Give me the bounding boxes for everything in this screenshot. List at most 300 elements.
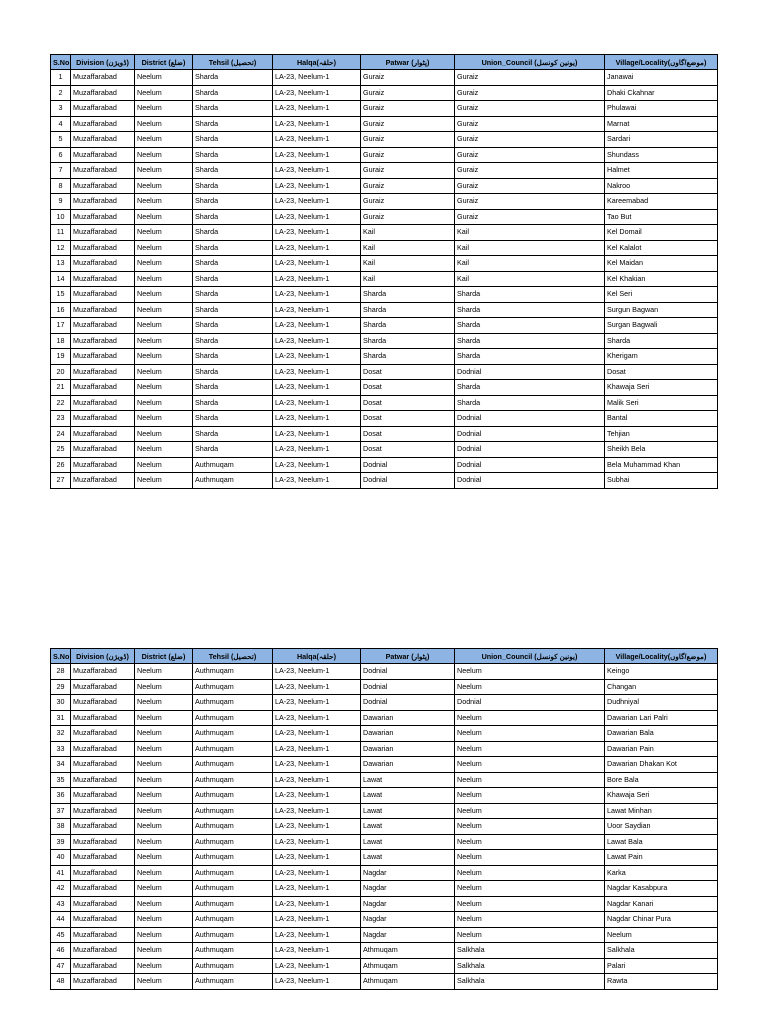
division-cell: Muzaffarabad	[71, 395, 135, 411]
village-cell: Lawat Pain	[605, 850, 718, 866]
sno-cell: 11	[51, 225, 71, 241]
column-header: Tehsil (تحصیل)	[193, 649, 273, 664]
patwar-cell: Nagdar	[361, 865, 455, 881]
division-cell: Muzaffarabad	[71, 958, 135, 974]
union-council-cell: Sharda	[455, 395, 605, 411]
halqa-cell: LA-23, Neelum-1	[273, 664, 361, 680]
halqa-cell: LA-23, Neelum-1	[273, 333, 361, 349]
division-cell: Muzaffarabad	[71, 664, 135, 680]
village-cell: Palari	[605, 958, 718, 974]
district-cell: Neelum	[135, 395, 193, 411]
table-row	[51, 411, 718, 427]
column-header: Halqa(حلقہ)	[273, 649, 361, 664]
sno-cell: 43	[51, 896, 71, 912]
table-row	[51, 927, 718, 943]
district-cell: Neelum	[135, 302, 193, 318]
village-cell: Surgan Bagwali	[605, 318, 718, 334]
sno-cell: 37	[51, 803, 71, 819]
tehsil-cell: Authmuqam	[193, 850, 273, 866]
district-cell: Neelum	[135, 364, 193, 380]
district-cell: Neelum	[135, 803, 193, 819]
division-cell: Muzaffarabad	[71, 70, 135, 86]
column-header: District (ضلع)	[135, 55, 193, 70]
table-row	[51, 132, 718, 148]
patwar-cell: Lawat	[361, 772, 455, 788]
table-header-row	[51, 55, 718, 70]
village-cell: Khawaja Seri	[605, 788, 718, 804]
patwar-cell: Dosat	[361, 380, 455, 396]
sno-cell: 20	[51, 364, 71, 380]
patwar-cell: Guraiz	[361, 163, 455, 179]
patwar-cell: Guraiz	[361, 85, 455, 101]
halqa-cell: LA-23, Neelum-1	[273, 349, 361, 365]
table-row	[51, 865, 718, 881]
division-cell: Muzaffarabad	[71, 695, 135, 711]
division-cell: Muzaffarabad	[71, 116, 135, 132]
village-cell: Dosat	[605, 364, 718, 380]
halqa-cell: LA-23, Neelum-1	[273, 473, 361, 489]
district-cell: Neelum	[135, 132, 193, 148]
sno-cell: 19	[51, 349, 71, 365]
village-cell: Karka	[605, 865, 718, 881]
patwar-cell: Dawarian	[361, 726, 455, 742]
union-council-cell: Salkhala	[455, 974, 605, 990]
division-cell: Muzaffarabad	[71, 788, 135, 804]
union-council-cell: Sharda	[455, 333, 605, 349]
district-cell: Neelum	[135, 116, 193, 132]
halqa-cell: LA-23, Neelum-1	[273, 194, 361, 210]
division-cell: Muzaffarabad	[71, 865, 135, 881]
table-row	[51, 256, 718, 272]
patwar-cell: Lawat	[361, 834, 455, 850]
patwar-cell: Kail	[361, 271, 455, 287]
village-cell: Sardari	[605, 132, 718, 148]
halqa-cell: LA-23, Neelum-1	[273, 302, 361, 318]
sno-cell: 47	[51, 958, 71, 974]
patwar-cell: Dodnial	[361, 473, 455, 489]
district-cell: Neelum	[135, 865, 193, 881]
halqa-cell: LA-23, Neelum-1	[273, 271, 361, 287]
halqa-cell: LA-23, Neelum-1	[273, 772, 361, 788]
tehsil-cell: Sharda	[193, 364, 273, 380]
union-council-cell: Dodnial	[455, 442, 605, 458]
table-row	[51, 695, 718, 711]
district-cell: Neelum	[135, 850, 193, 866]
sno-cell: 7	[51, 163, 71, 179]
sno-cell: 40	[51, 850, 71, 866]
table-row	[51, 757, 718, 773]
patwar-cell: Nagdar	[361, 927, 455, 943]
union-council-cell: Neelum	[455, 726, 605, 742]
village-cell: Dawarian Bala	[605, 726, 718, 742]
halqa-cell: LA-23, Neelum-1	[273, 287, 361, 303]
district-cell: Neelum	[135, 819, 193, 835]
union-council-cell: Guraiz	[455, 101, 605, 117]
patwar-cell: Dosat	[361, 426, 455, 442]
division-cell: Muzaffarabad	[71, 850, 135, 866]
halqa-cell: LA-23, Neelum-1	[273, 788, 361, 804]
village-cell: Nagdar Kanari	[605, 896, 718, 912]
tehsil-cell: Sharda	[193, 163, 273, 179]
division-cell: Muzaffarabad	[71, 741, 135, 757]
patwar-cell: Dosat	[361, 442, 455, 458]
division-cell: Muzaffarabad	[71, 896, 135, 912]
sno-cell: 41	[51, 865, 71, 881]
union-council-cell: Neelum	[455, 757, 605, 773]
sno-cell: 35	[51, 772, 71, 788]
village-cell: Rawta	[605, 974, 718, 990]
village-cell: Kherigam	[605, 349, 718, 365]
patwar-cell: Dawarian	[361, 741, 455, 757]
tehsil-cell: Authmuqam	[193, 943, 273, 959]
division-cell: Muzaffarabad	[71, 364, 135, 380]
sno-cell: 32	[51, 726, 71, 742]
table-row	[51, 726, 718, 742]
district-cell: Neelum	[135, 380, 193, 396]
division-cell: Muzaffarabad	[71, 757, 135, 773]
patwar-cell: Athmuqam	[361, 958, 455, 974]
table-row	[51, 881, 718, 897]
patwar-cell: Guraiz	[361, 70, 455, 86]
patwar-cell: Dosat	[361, 364, 455, 380]
district-cell: Neelum	[135, 287, 193, 303]
division-cell: Muzaffarabad	[71, 457, 135, 473]
table-row	[51, 850, 718, 866]
halqa-cell: LA-23, Neelum-1	[273, 70, 361, 86]
village-cell: Kel Kalalot	[605, 240, 718, 256]
halqa-cell: LA-23, Neelum-1	[273, 163, 361, 179]
village-cell: Kel Maidan	[605, 256, 718, 272]
halqa-cell: LA-23, Neelum-1	[273, 457, 361, 473]
tehsil-cell: Authmuqam	[193, 679, 273, 695]
union-council-cell: Guraiz	[455, 116, 605, 132]
sno-cell: 6	[51, 147, 71, 163]
district-cell: Neelum	[135, 85, 193, 101]
halqa-cell: LA-23, Neelum-1	[273, 803, 361, 819]
union-council-cell: Sharda	[455, 380, 605, 396]
table-row	[51, 101, 718, 117]
village-cell: Dudhniyal	[605, 695, 718, 711]
district-cell: Neelum	[135, 194, 193, 210]
patwar-cell: Dodnial	[361, 457, 455, 473]
halqa-cell: LA-23, Neelum-1	[273, 85, 361, 101]
village-cell: Nagdar Kasabpura	[605, 881, 718, 897]
village-cell: Shundass	[605, 147, 718, 163]
union-council-cell: Guraiz	[455, 178, 605, 194]
halqa-cell: LA-23, Neelum-1	[273, 881, 361, 897]
table-row	[51, 349, 718, 365]
tehsil-cell: Sharda	[193, 411, 273, 427]
division-cell: Muzaffarabad	[71, 163, 135, 179]
district-cell: Neelum	[135, 333, 193, 349]
sno-cell: 16	[51, 302, 71, 318]
union-council-cell: Dodnial	[455, 364, 605, 380]
table-row	[51, 943, 718, 959]
patwar-cell: Dawarian	[361, 710, 455, 726]
table-row	[51, 318, 718, 334]
patwar-cell: Sharda	[361, 333, 455, 349]
district-cell: Neelum	[135, 726, 193, 742]
village-cell: Dhaki Ckahnar	[605, 85, 718, 101]
union-council-cell: Kail	[455, 256, 605, 272]
table-row	[51, 710, 718, 726]
tehsil-cell: Sharda	[193, 287, 273, 303]
tehsil-cell: Sharda	[193, 395, 273, 411]
table-row	[51, 178, 718, 194]
sno-cell: 5	[51, 132, 71, 148]
village-cell: Marnat	[605, 116, 718, 132]
column-header: S.No	[51, 649, 71, 664]
village-cell: Subhai	[605, 473, 718, 489]
district-cell: Neelum	[135, 70, 193, 86]
table-row	[51, 240, 718, 256]
union-council-cell: Neelum	[455, 819, 605, 835]
column-header: Village/Locality(موضع/گاوں)	[605, 55, 718, 70]
sno-cell: 25	[51, 442, 71, 458]
tehsil-cell: Authmuqam	[193, 772, 273, 788]
sno-cell: 14	[51, 271, 71, 287]
village-cell: Salkhala	[605, 943, 718, 959]
halqa-cell: LA-23, Neelum-1	[273, 912, 361, 928]
sno-cell: 13	[51, 256, 71, 272]
village-cell: Nagdar Chinar Pura	[605, 912, 718, 928]
district-cell: Neelum	[135, 225, 193, 241]
tehsil-cell: Authmuqam	[193, 896, 273, 912]
division-cell: Muzaffarabad	[71, 679, 135, 695]
division-cell: Muzaffarabad	[71, 178, 135, 194]
district-cell: Neelum	[135, 896, 193, 912]
village-cell: Halmet	[605, 163, 718, 179]
table-row	[51, 974, 718, 990]
tehsil-cell: Sharda	[193, 178, 273, 194]
division-cell: Muzaffarabad	[71, 881, 135, 897]
tehsil-cell: Authmuqam	[193, 457, 273, 473]
table-row	[51, 395, 718, 411]
halqa-cell: LA-23, Neelum-1	[273, 819, 361, 835]
sno-cell: 42	[51, 881, 71, 897]
column-header: Division (ڈویژن)	[71, 649, 135, 664]
table-row	[51, 271, 718, 287]
union-council-cell: Guraiz	[455, 209, 605, 225]
sno-cell: 39	[51, 834, 71, 850]
village-cell: Keingo	[605, 664, 718, 680]
halqa-cell: LA-23, Neelum-1	[273, 927, 361, 943]
village-cell: Nakroo	[605, 178, 718, 194]
division-cell: Muzaffarabad	[71, 256, 135, 272]
tehsil-cell: Authmuqam	[193, 695, 273, 711]
patwar-cell: Athmuqam	[361, 974, 455, 990]
union-council-cell: Sharda	[455, 318, 605, 334]
union-council-cell: Neelum	[455, 741, 605, 757]
division-cell: Muzaffarabad	[71, 271, 135, 287]
union-council-cell: Neelum	[455, 679, 605, 695]
sno-cell: 18	[51, 333, 71, 349]
table-header-row	[51, 649, 718, 664]
union-council-cell: Neelum	[455, 865, 605, 881]
village-cell: Malik Seri	[605, 395, 718, 411]
union-council-cell: Neelum	[455, 772, 605, 788]
tehsil-cell: Authmuqam	[193, 974, 273, 990]
union-council-cell: Sharda	[455, 302, 605, 318]
tehsil-cell: Authmuqam	[193, 912, 273, 928]
division-cell: Muzaffarabad	[71, 132, 135, 148]
patwar-cell: Lawat	[361, 788, 455, 804]
division-cell: Muzaffarabad	[71, 426, 135, 442]
village-cell: Dawarian Dhakan Kot	[605, 757, 718, 773]
division-cell: Muzaffarabad	[71, 411, 135, 427]
division-cell: Muzaffarabad	[71, 473, 135, 489]
column-header: District (ضلع)	[135, 649, 193, 664]
district-cell: Neelum	[135, 473, 193, 489]
village-cell: Dawarian Lari Palri	[605, 710, 718, 726]
tehsil-cell: Sharda	[193, 318, 273, 334]
union-council-cell: Neelum	[455, 788, 605, 804]
table-row	[51, 772, 718, 788]
tehsil-cell: Sharda	[193, 225, 273, 241]
table-row	[51, 819, 718, 835]
halqa-cell: LA-23, Neelum-1	[273, 943, 361, 959]
union-council-cell: Neelum	[455, 881, 605, 897]
column-header: Village/Locality(موضع/گاوں)	[605, 649, 718, 664]
sno-cell: 9	[51, 194, 71, 210]
halqa-cell: LA-23, Neelum-1	[273, 395, 361, 411]
union-council-cell: Neelum	[455, 710, 605, 726]
halqa-cell: LA-23, Neelum-1	[273, 147, 361, 163]
sno-cell: 27	[51, 473, 71, 489]
tehsil-cell: Authmuqam	[193, 664, 273, 680]
division-cell: Muzaffarabad	[71, 101, 135, 117]
table-row	[51, 473, 718, 489]
column-header: Patwar (پٹوار)	[361, 649, 455, 664]
district-cell: Neelum	[135, 271, 193, 287]
patwar-cell: Guraiz	[361, 101, 455, 117]
sno-cell: 1	[51, 70, 71, 86]
division-cell: Muzaffarabad	[71, 834, 135, 850]
table-row	[51, 333, 718, 349]
halqa-cell: LA-23, Neelum-1	[273, 757, 361, 773]
district-cell: Neelum	[135, 256, 193, 272]
halqa-cell: LA-23, Neelum-1	[273, 240, 361, 256]
tehsil-cell: Authmuqam	[193, 958, 273, 974]
district-cell: Neelum	[135, 881, 193, 897]
sno-cell: 36	[51, 788, 71, 804]
tehsil-cell: Sharda	[193, 147, 273, 163]
table-row	[51, 741, 718, 757]
district-cell: Neelum	[135, 679, 193, 695]
union-council-cell: Dodnial	[455, 411, 605, 427]
table-row	[51, 163, 718, 179]
sno-cell: 26	[51, 457, 71, 473]
district-cell: Neelum	[135, 163, 193, 179]
district-cell: Neelum	[135, 240, 193, 256]
tehsil-cell: Sharda	[193, 132, 273, 148]
tehsil-cell: Sharda	[193, 194, 273, 210]
sno-cell: 48	[51, 974, 71, 990]
division-cell: Muzaffarabad	[71, 943, 135, 959]
district-cell: Neelum	[135, 426, 193, 442]
union-council-cell: Salkhala	[455, 958, 605, 974]
sno-cell: 46	[51, 943, 71, 959]
union-council-cell: Neelum	[455, 803, 605, 819]
halqa-cell: LA-23, Neelum-1	[273, 225, 361, 241]
table-row	[51, 896, 718, 912]
patwar-cell: Nagdar	[361, 912, 455, 928]
table-row	[51, 287, 718, 303]
tehsil-cell: Sharda	[193, 302, 273, 318]
division-cell: Muzaffarabad	[71, 318, 135, 334]
tehsil-cell: Authmuqam	[193, 726, 273, 742]
district-cell: Neelum	[135, 757, 193, 773]
union-council-cell: Kail	[455, 271, 605, 287]
district-cell: Neelum	[135, 710, 193, 726]
district-cell: Neelum	[135, 741, 193, 757]
district-cell: Neelum	[135, 974, 193, 990]
tehsil-cell: Authmuqam	[193, 710, 273, 726]
tehsil-cell: Sharda	[193, 442, 273, 458]
halqa-cell: LA-23, Neelum-1	[273, 710, 361, 726]
halqa-cell: LA-23, Neelum-1	[273, 442, 361, 458]
sno-cell: 44	[51, 912, 71, 928]
district-cell: Neelum	[135, 695, 193, 711]
village-cell: Changan	[605, 679, 718, 695]
sno-cell: 30	[51, 695, 71, 711]
table-row	[51, 803, 718, 819]
table-row	[51, 788, 718, 804]
patwar-cell: Guraiz	[361, 178, 455, 194]
table-row	[51, 912, 718, 928]
division-cell: Muzaffarabad	[71, 974, 135, 990]
division-cell: Muzaffarabad	[71, 927, 135, 943]
sno-cell: 45	[51, 927, 71, 943]
sno-cell: 29	[51, 679, 71, 695]
patwar-cell: Guraiz	[361, 132, 455, 148]
tehsil-cell: Sharda	[193, 101, 273, 117]
district-cell: Neelum	[135, 772, 193, 788]
division-cell: Muzaffarabad	[71, 287, 135, 303]
tehsil-cell: Authmuqam	[193, 757, 273, 773]
tehsil-cell: Sharda	[193, 271, 273, 287]
patwar-cell: Guraiz	[361, 194, 455, 210]
village-cell: Khawaja Seri	[605, 380, 718, 396]
sno-cell: 12	[51, 240, 71, 256]
sno-cell: 8	[51, 178, 71, 194]
sno-cell: 15	[51, 287, 71, 303]
halqa-cell: LA-23, Neelum-1	[273, 958, 361, 974]
union-council-cell: Guraiz	[455, 85, 605, 101]
district-cell: Neelum	[135, 442, 193, 458]
table-row	[51, 194, 718, 210]
district-cell: Neelum	[135, 209, 193, 225]
division-cell: Muzaffarabad	[71, 803, 135, 819]
halqa-cell: LA-23, Neelum-1	[273, 364, 361, 380]
halqa-cell: LA-23, Neelum-1	[273, 426, 361, 442]
table-row	[51, 209, 718, 225]
union-council-cell: Kail	[455, 225, 605, 241]
district-cell: Neelum	[135, 912, 193, 928]
sno-cell: 34	[51, 757, 71, 773]
union-council-cell: Guraiz	[455, 194, 605, 210]
table-row	[51, 85, 718, 101]
halqa-cell: LA-23, Neelum-1	[273, 101, 361, 117]
union-council-cell: Salkhala	[455, 943, 605, 959]
halqa-cell: LA-23, Neelum-1	[273, 116, 361, 132]
halqa-cell: LA-23, Neelum-1	[273, 974, 361, 990]
table-row	[51, 302, 718, 318]
village-cell: Surgun Bagwan	[605, 302, 718, 318]
table-row	[51, 225, 718, 241]
tehsil-cell: Sharda	[193, 349, 273, 365]
table-row	[51, 457, 718, 473]
